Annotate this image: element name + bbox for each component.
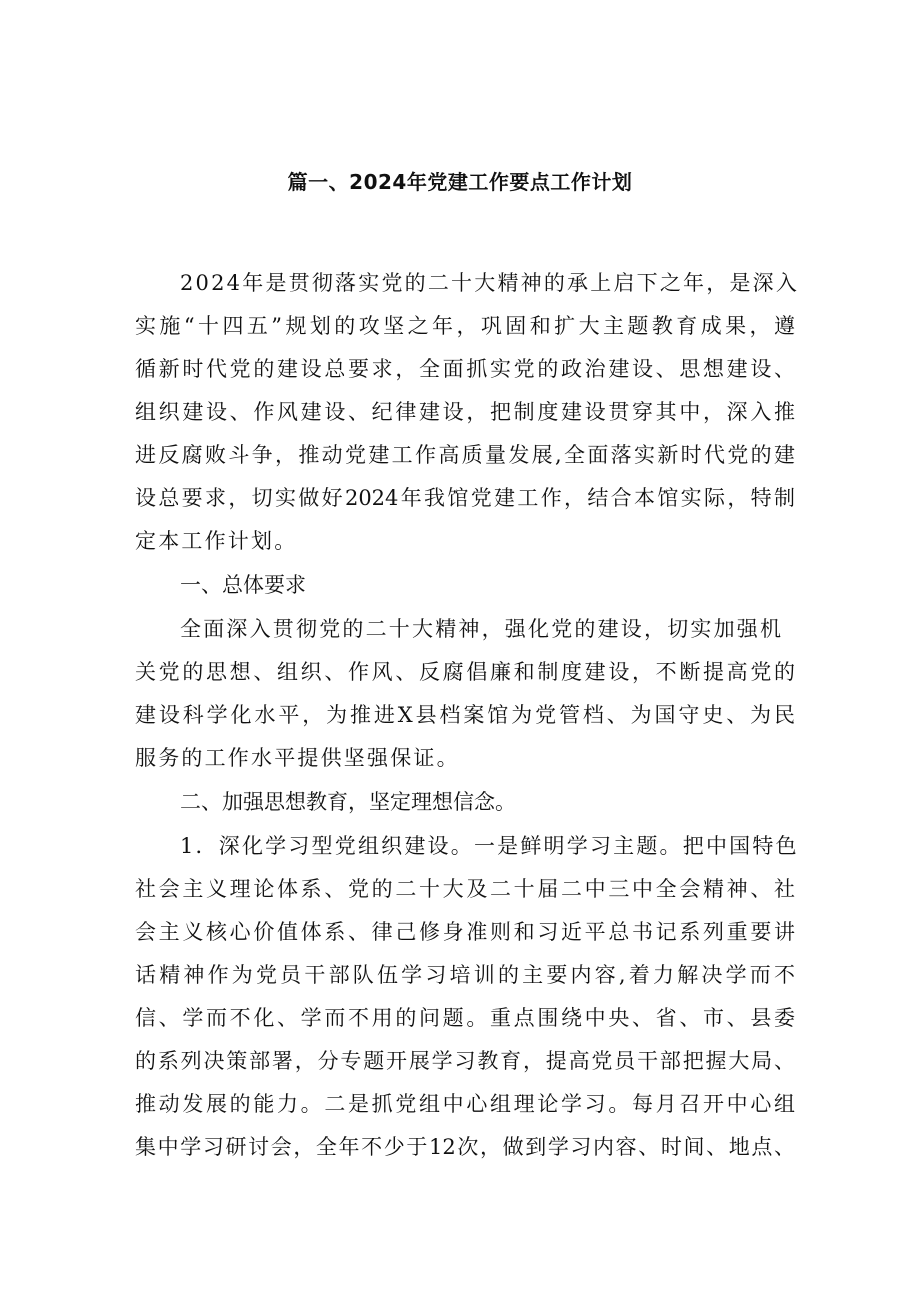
paragraph-line: 进反腐败斗争，推动党建工作高质量发展,全面落实新时代党的建 xyxy=(135,443,795,467)
paragraph-line: 1．深化学习型党组织建设。一是鲜明学习主题。把中国特色 xyxy=(180,834,799,858)
paragraph-line: 组织建设、作风建设、纪律建设，把制度建设贯穿其中，深入推 xyxy=(135,400,795,424)
paragraph-line: 推动发展的能力。二是抓党组中心组理论学习。每月召开中心组 xyxy=(135,1092,795,1116)
paragraph-line: 的系列决策部署，分专题开展学习教育，提高党员干部把握大局、 xyxy=(135,1049,795,1073)
paragraph-line: 服务的工作水平提供坚强保证。 xyxy=(135,746,460,770)
paragraph-line: 话精神作为党员干部队伍学习培训的主要内容,着力解决学而不 xyxy=(135,963,795,987)
ideological-education-paragraph xyxy=(135,825,799,1169)
section-heading-general-requirements: 一、总体要求 xyxy=(180,573,306,597)
paragraph-line: 信、学而不化、学而不用的问题。重点围绕中央、省、市、县委 xyxy=(135,1006,795,1030)
paragraph-line: 建设科学化水平，为推进X县档案馆为党管档、为国守史、为民 xyxy=(135,703,795,727)
paragraph-line: 集中学习研讨会，全年不少于12次，做到学习内容、时间、地点、 xyxy=(135,1135,795,1159)
paragraph-line: 2024年是贯彻落实党的二十大精神的承上启下之年，是深入 xyxy=(180,271,800,295)
paragraph-line: 实施“十四五”规划的攻坚之年，巩固和扩大主题教育成果，遵 xyxy=(135,314,795,338)
section-heading-ideological-education: 二、加强思想教育，坚定理想信念。 xyxy=(180,790,516,814)
paragraph-line: 设总要求，切实做好2024年我馆党建工作，结合本馆实际，特制 xyxy=(135,486,795,510)
general-requirements-paragraph xyxy=(135,608,795,780)
paragraph-line: 循新时代党的建设总要求，全面抓实党的政治建设、思想建设、 xyxy=(135,357,795,381)
document-body xyxy=(135,262,800,1169)
paragraph-line: 会主义核心价值体系、律己修身准则和习近平总书记系列重要讲 xyxy=(135,920,795,944)
intro-paragraph xyxy=(135,262,800,563)
paragraph-line: 定本工作计划。 xyxy=(135,529,298,553)
document-title: 篇一、2024年党建工作要点工作计划 xyxy=(287,170,633,194)
paragraph-line: 全面深入贯彻党的二十大精神，强化党的建设，切实加强机 xyxy=(180,617,784,641)
paragraph-line: 社会主义理论体系、党的二十大及二十届二中三中全会精神、社 xyxy=(135,877,795,901)
paragraph-line: 关党的思想、组织、作风、反腐倡廉和制度建设，不断提高党的 xyxy=(135,660,795,684)
